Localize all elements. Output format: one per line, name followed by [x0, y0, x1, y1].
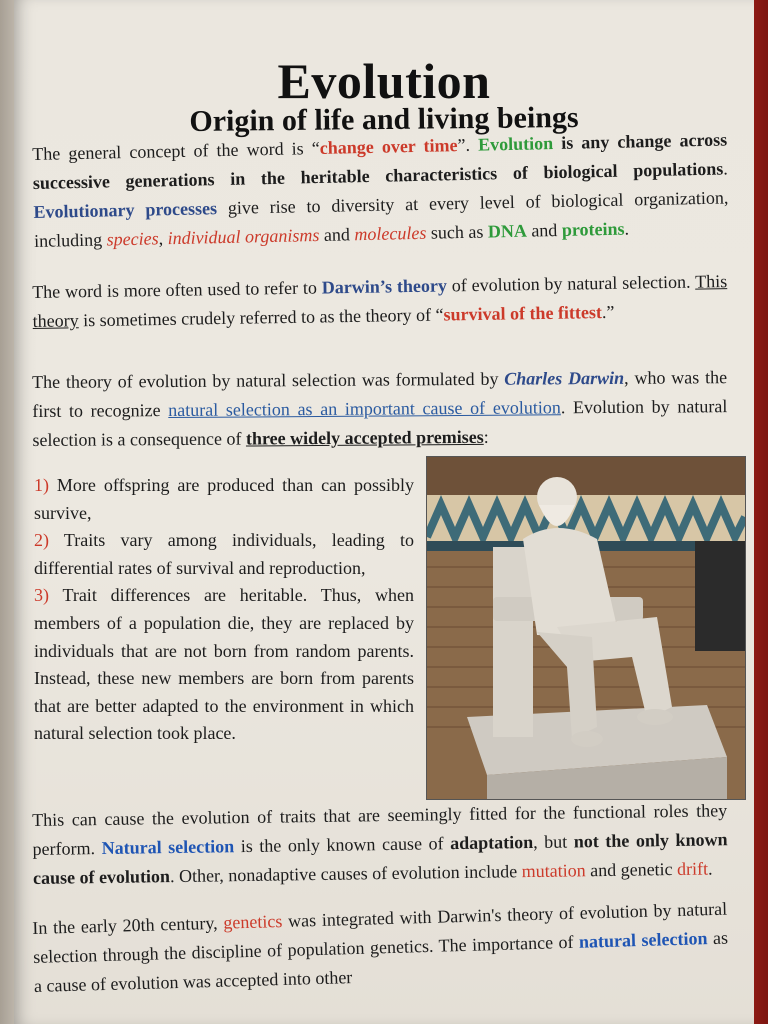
paragraph-genetics: In the early 20th century, genetics was integrated with Darwin's theory of evolution by natural selection through the discipline of population genetics. The importance of natural selection as a cause of evolution was accepted into other	[32, 898, 729, 996]
list-item: 3) Trait differences are heritable. Thus, when members of a population die, they are replaced by individuals that are not born from random parents. Instead, these new members are born from parents that are better adapted to the environment in which natural selection took place.	[34, 585, 414, 744]
book-page	[14, 0, 754, 1024]
paragraph-formulation: The theory of evolution by natural selection was formulated by Charles Darwin, who was the first to recognize natural selection as an important cause of evolution. Evolution by natural selection is a consequence of three widely accepted premises:	[32, 367, 728, 450]
paragraph-intro: The general concept of the word is “change over time”. Evolution is any change across successive generations in the heritable characteristics of biological populations. Evolutionary processes give rise to diversity at every level of biological organization, including species, individual organisms and molecules such as DNA and proteins.	[32, 129, 729, 251]
premises-list	[34, 472, 414, 748]
natural-selection-link[interactable]: natural selection as an important cause of evolution	[168, 397, 561, 421]
paragraph-adaptation: This can cause the evolution of traits that are seemingly fitted for the functional roles they perform. Natural selection is the only known cause of adaptation, but not the only known cause of evolution. Other, nonadaptive causes of evolution include mutation and genetic drift.	[32, 800, 728, 888]
page-title: Evolution	[277, 52, 491, 109]
list-item: 2) Traits vary among individuals, leading to differential rates of survival and reproduction,	[34, 530, 414, 578]
paragraph-darwin-theory: The word is more often used to refer to Darwin’s theory of evolution by natural selection. This theory is sometimes crudely referred to as the theory of “survival of the fittest.”	[32, 271, 728, 331]
page-subtitle: Origin of life and living beings	[189, 100, 579, 138]
darwin-statue-photo	[426, 456, 746, 800]
list-item: 1) More offspring are produced than can possibly survive,	[34, 475, 414, 523]
